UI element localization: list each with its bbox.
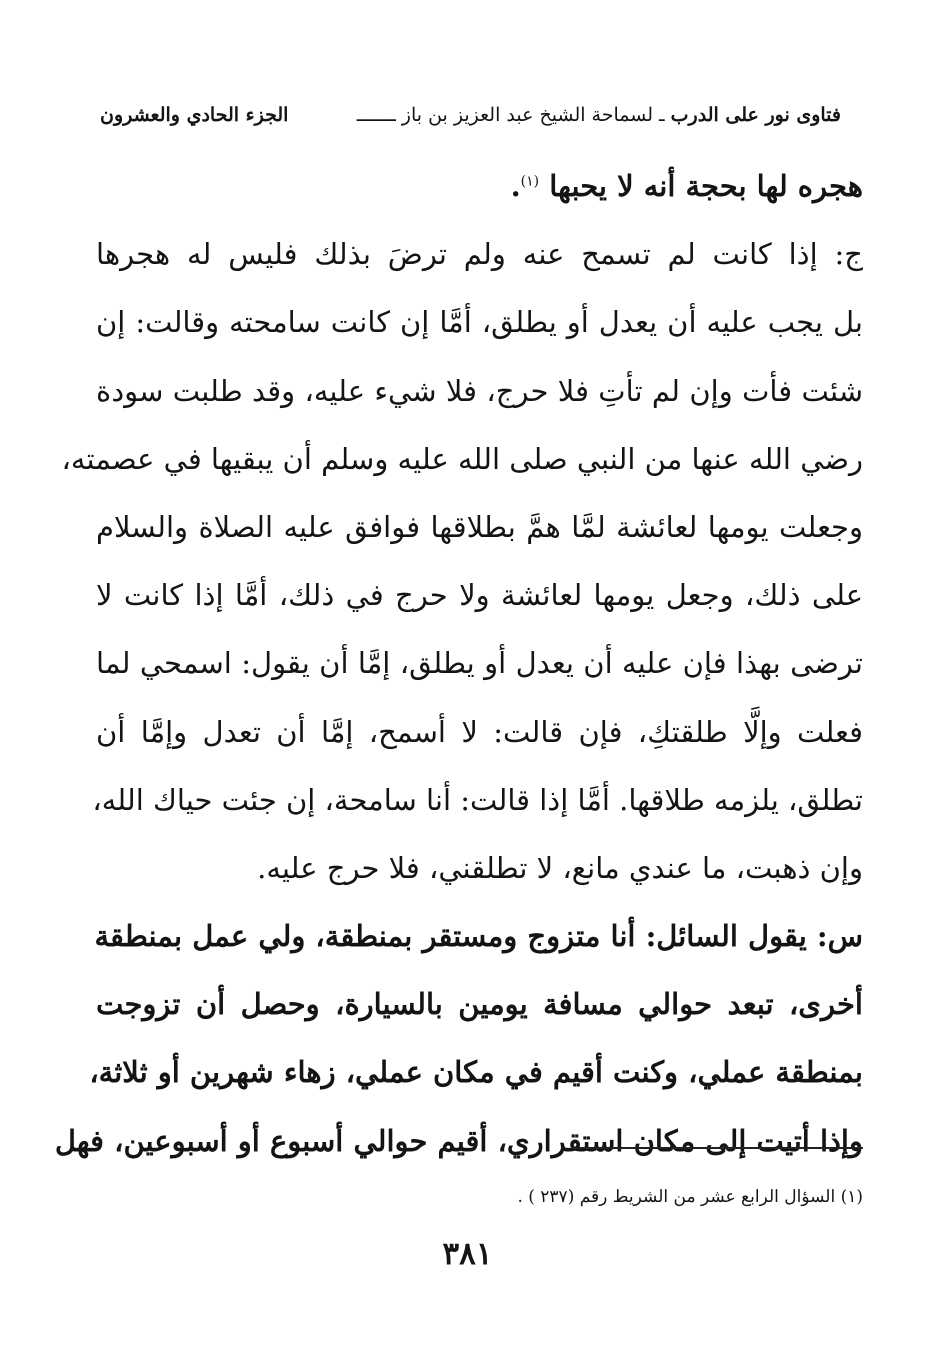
header-book-title bbox=[357, 102, 841, 128]
answer-line: تطلق، يلزمه طلاقها. أمَّا إذا قالت: أنا سامحة، إن جئت حياك الله، bbox=[92, 782, 863, 817]
header-volume: الجزء الحادي والعشرون bbox=[100, 104, 289, 126]
answer-line: فعلت وإلَّا طلقتكِ، فإن قالت: لا أسمح، إمَّا أن تعدل وإمَّا أن bbox=[96, 714, 863, 749]
question-line: بمنطقة عملي، وكنت أقيم في مكان عملي، زهاء شهرين أو ثلاثة، bbox=[89, 1055, 863, 1090]
header-author: ـ لسماحة الشيخ عبد العزيز بن باز ـــــــ bbox=[356, 104, 665, 126]
answer-line: وجعلت يومها لعائشة لمَّا همَّ بطلاقها فوافق عليه الصلاة والسلام bbox=[96, 509, 863, 544]
answer-line: على ذلك، وجعل يومها لعائشة ولا حرج في ذلك، أمَّا إذا كانت لا bbox=[96, 578, 863, 613]
body-line-1-text: هجره لها بحجة أنه لا يحبها bbox=[549, 169, 863, 203]
answer-line: شئت فأت وإن لم تأتِ فلا حرج، فلا شيء عليه، وقد طلبت سودة bbox=[96, 373, 863, 408]
body-line-1-end: . bbox=[510, 169, 521, 203]
answer-line: رضي الله عنها من النبي صلى الله عليه وسلم أن يبقيها في عصمته، bbox=[61, 441, 863, 476]
question-line: وإذا أتيت إلى مكان استقراري، أقيم حوالي أسبوع أو أسبوعين، فهل bbox=[54, 1123, 863, 1158]
body-line-1 bbox=[96, 152, 863, 220]
footnote-reference: (١) bbox=[520, 173, 540, 190]
header-series-title: فتاوى نور على الدرب bbox=[670, 104, 841, 126]
footnote-divider bbox=[571, 1147, 863, 1149]
question-line: أخرى، تبعد حوالي مسافة يومين بالسيارة، وحصل أن تزوجت bbox=[96, 987, 863, 1022]
body-text bbox=[54, 152, 863, 1175]
footnote: (١) السؤال الرابع عشر من الشريط رقم (٢٣٧ ) . bbox=[517, 1187, 863, 1207]
page-number: ٣٨١ bbox=[442, 1236, 493, 1272]
running-header bbox=[100, 102, 841, 128]
answer-line: ترضى بهذا فإن عليه أن يعدل أو يطلق، إمَّا أن يقول: اسمحي لما bbox=[96, 646, 863, 681]
answer-line: ج: إذا كانت لم تسمح عنه ولم ترضَ بذلك فليس له هجرها bbox=[96, 237, 863, 272]
question-line: س: يقول السائل: أنا متزوج ومستقر بمنطقة، ولي عمل بمنطقة bbox=[94, 919, 863, 954]
answer-line: بل يجب عليه أن يعدل أو يطلق، أمَّا إن كانت سامحته وقالت: إن bbox=[96, 305, 863, 340]
answer-line-last: وإن ذهبت، ما عندي مانع، لا تطلقني، فلا حرج عليه. bbox=[257, 850, 863, 885]
